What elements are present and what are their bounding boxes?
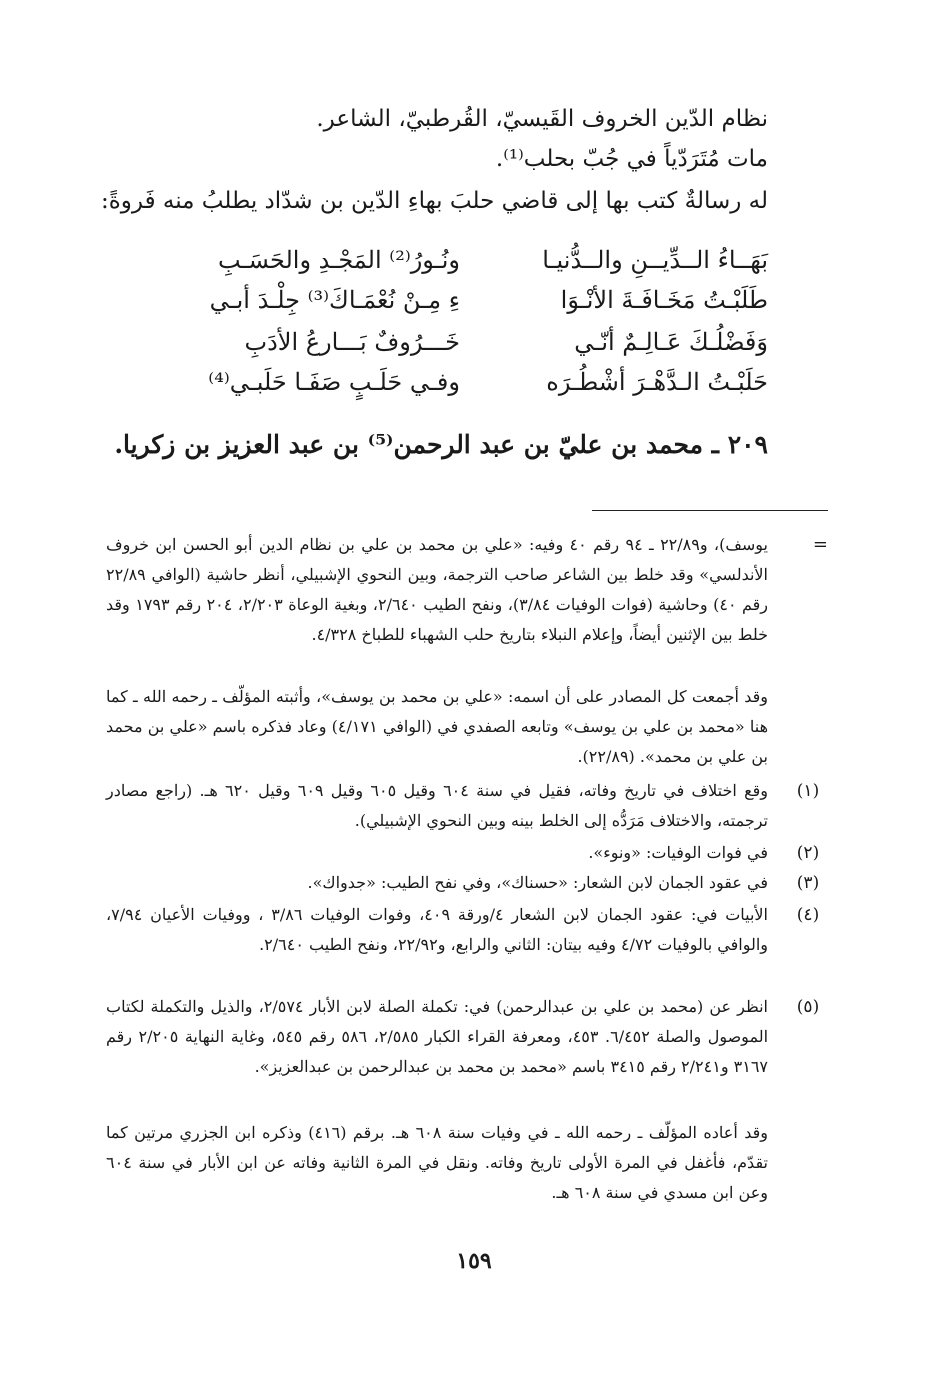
footnote-number: (٤) xyxy=(796,905,820,925)
main-text-line-2: مات مُتَرَدّياً في جُبّ بحلب⁽¹⁾. xyxy=(495,146,768,172)
entry-heading: ٢٠٩ ـ محمد بن عليّ بن عبد الرحمن⁽⁵⁾ بن عبد العزيز بن زكريا. xyxy=(114,430,768,459)
poem-hemistich-right: طَلَبْـتُ مَخَـافَـةَ الأنْـوَا xyxy=(560,286,768,314)
poem-hemistich-right: وَفَضْلُـكَ عَـالِـمٌ أنّـي xyxy=(574,328,768,356)
footnote-number: (٥) xyxy=(796,997,820,1017)
footnote-trailing: وقد أعاده المؤلّف ـ رحمه الله ـ في وفيات سنة ٦٠٨ هـ. برقم (٤١٦) وذكره ابن الجزري مرتين كما تقدّم، فأغفل في المرة الأولى تاريخ وفاته. ونقل في المرة الثانية وفاته عن ابن الأبار في سنة ٦٠٤ وعن ابن مسدي في سنة ٦٠٨ هـ. xyxy=(106,1123,768,1202)
footnote-3: في عقود الجمان لابن الشعار: «حسناك»، وفي نفح الطيب: «جدواك». xyxy=(307,873,768,892)
poem-hemistich-left: ءِ مِـنْ نُعْمَـاكَ⁽³⁾ جِلْـدَ أبـي xyxy=(209,286,460,314)
footnote-continuation: يوسف)، و٢٢/٨٩ ـ ٩٤ رقم ٤٠ وفيه: «علي بن محمد بن علي بن نظام الدين أبو الحسن ابن خروف الأندلسي» وقد خلط بين الشاعر صاحب الترجمة، وبين النحوي الإشبيلي، أنظر حاشية (الوافي ٢٢/٨٩ رقم ٤٠) وحاشية (فوات الوفيات ٣/٨٤)، ونفح الطيب ٢/٦٤٠، وبغية الوعاة ٢/٢٠٣، ٢٠٤ رقم ١٧٩٣ وقد خلط بين الإثنين أيضاً، وإعلام النبلاء بتاريخ حلب الشهباء للطباخ ٤/٣٢٨. xyxy=(106,535,769,644)
footnote-number: (١) xyxy=(796,781,820,801)
poem-hemistich-left: خَـــرُوفٌ بَـــارعُ الأدَبِ xyxy=(244,328,460,356)
footnote-number: (٢) xyxy=(796,843,820,863)
footnote-4: الأبيات في: عقود الجمان لابن الشعار ٤/ورقة ٤٠٩، وفوات الوفيات ٣/٨٦ ، ووفيات الأعيان ٧/٩٤، والوافي بالوفيات ٤/٧٢ وفيه بيتان: الثاني والرابع، و٢٢/٩٢، ونفح الطيب ٢/٦٤٠. xyxy=(106,905,769,954)
footnote-2: في فوات الوفيات: «ونوء». xyxy=(588,843,768,862)
footnote-5: انظر عن (محمد بن علي بن عبدالرحمن) في: تكملة الصلة لابن الأبار ٢/٥٧٤، والذيل والتكملة لكتاب الموصول والصلة ٦/٤٥٢. ٤٥٣، ومعرفة القراء الكبار ٢/٥٨٥، ٥٨٦ رقم ٥٤٥، وغاية النهاية ٢/٢٠٥ رقم ٣١٦٧ و٢/٢٤١ رقم ٣٤١٥ باسم «محمد بن محمد بن عبدالرحمن بن عبدالعزيز». xyxy=(106,997,769,1076)
poem-hemistich-left: ونُـورُ⁽²⁾ المَجْـدِ والحَسَـبِ xyxy=(217,246,460,274)
footnote-number: (٣) xyxy=(796,873,820,893)
poem-hemistich-right: حَلَبْـتُ الـدَّهْـرَ أشْطُـرَه xyxy=(546,368,768,396)
footnote-continuation-2: وقد أجمعت كل المصادر على أن اسمه: «علي بن محمد بن يوسف»، وأثبته المؤلّف ـ رحمه الله ـ كما هنا «محمد بن علي بن يوسف» وتابعه الصفدي في (الوافي ٤/١٧١) وعاد فذكره باسم «علي بن محمد بن علي بن محمد». (٢٢/٨٩). xyxy=(106,687,769,766)
poem-hemistich-right: بَهَــاءُ الــدِّيــنِ والــدُّنيـا xyxy=(542,246,768,274)
continuation-marker: = xyxy=(812,534,828,555)
poem-hemistich-left: وفـي حَلَـبٍ صَفَـا حَلَبـي⁽⁴⁾ xyxy=(208,368,460,396)
poem-verse-4 xyxy=(160,362,768,414)
page-number: ١٥٩ xyxy=(456,1248,492,1274)
footnote-1: وقع اختلاف في تاريخ وفاته، فقيل في سنة ٦٠٤ وقيل ٦٠٥ وقيل ٦٠٩ وقيل ٦٢٠ هـ. (راجع مصادر ترجمته، والاختلاف مَرَدُّه إلى الخلط بينه وبين النحوي الإشبيلي). xyxy=(106,781,769,830)
main-text-line-1: نظام الدّين الخروف القَيسيّ، القُرطبيّ، الشاعر. xyxy=(316,106,768,132)
footnote-separator xyxy=(592,510,828,511)
main-text-line-3: له رسالةٌ كتب بها إلى قاضي حلبَ بهاءِ الدّين بن شدّاد يطلبُ منه فَروةً: xyxy=(100,188,768,214)
